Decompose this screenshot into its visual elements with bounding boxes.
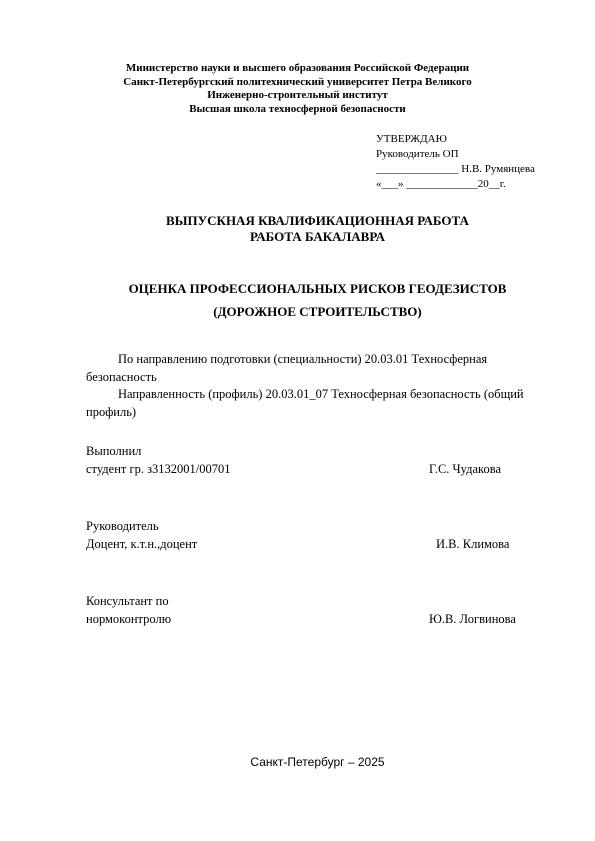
approval-signature-line: _______________ Н.В. Румянцева <box>376 163 535 175</box>
consultant-block <box>86 593 546 628</box>
approval-title: УТВЕРЖДАЮ <box>376 133 447 145</box>
supervisor-block <box>86 518 546 553</box>
approval-role: Руководитель ОП <box>376 148 459 160</box>
city-year: Санкт-Петербург – 2025 <box>250 755 385 769</box>
thesis-type <box>0 213 595 245</box>
university-name: Санкт-Петербургский политехнический университет Петра Великого <box>123 75 472 88</box>
thesis-topic-line1: ОЦЕНКА ПРОФЕССИОНАЛЬНЫХ РИСКОВ ГЕОДЕЗИСТОВ <box>128 281 507 296</box>
approval-date-line: «___» _____________20__г. <box>376 178 506 190</box>
student-role: студент гр. з3132001/00701 <box>86 461 231 476</box>
approval-block <box>376 132 535 192</box>
ministry-name: Министерство науки и высшего образования Российской Федерации <box>125 62 470 74</box>
student-name: Г.С. Чудакова <box>429 461 501 476</box>
school-name: Высшая школа техносферной безопасности <box>189 102 406 115</box>
institute-name: Инженерно-строительный институт <box>207 89 388 101</box>
thesis-type-line2: РАБОТА БАКАЛАВРА <box>250 229 385 244</box>
consultant-role: нормоконтролю <box>86 611 172 626</box>
thesis-topic-line2: (ДОРОЖНОЕ СТРОИТЕЛЬСТВО) <box>213 304 422 319</box>
student-label: Выполнил <box>86 444 142 458</box>
student-block <box>86 443 546 478</box>
consultant-name: Ю.В. Логвинова <box>429 611 516 626</box>
study-direction <box>86 351 546 421</box>
thesis-type-line1: ВЫПУСКНАЯ КВАЛИФИКАЦИОННАЯ РАБОТА <box>166 213 469 228</box>
supervisor-role: Доцент, к.т.н.,доцент <box>86 536 198 551</box>
thesis-topic <box>0 277 595 323</box>
supervisor-name: И.В. Климова <box>436 536 510 551</box>
consultant-label: Консультант по <box>86 594 169 608</box>
supervisor-label: Руководитель <box>86 519 159 533</box>
profile-text: Направленность (профиль) 20.03.01_07 Техносферная безопасность (общий профиль) <box>86 387 524 419</box>
organization-header <box>0 62 595 116</box>
speciality-text: По направлению подготовки (специальности) 20.03.01 Техносферная безопасность <box>86 352 488 384</box>
